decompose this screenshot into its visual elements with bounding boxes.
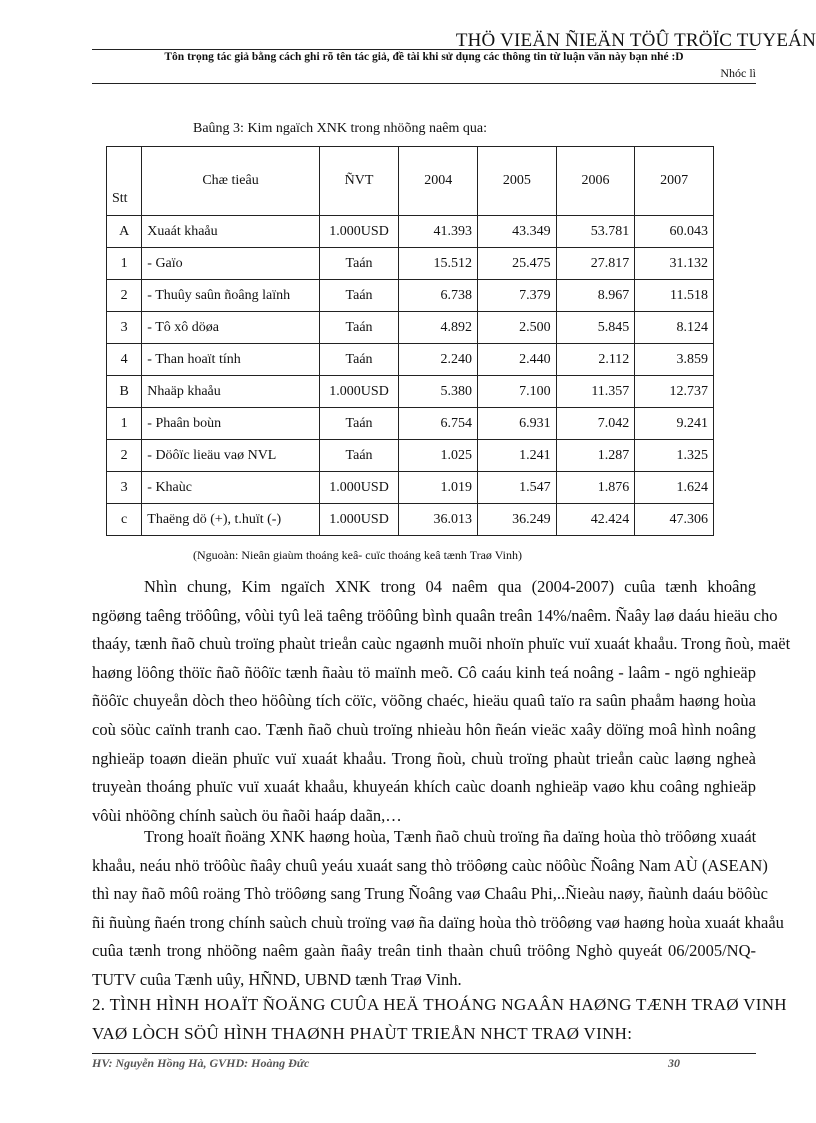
cell-2005: 6.931 bbox=[478, 408, 557, 440]
col-header-2004: 2004 bbox=[399, 147, 478, 216]
cell-2004: 1.025 bbox=[399, 440, 478, 472]
table-row bbox=[107, 216, 714, 248]
cell-unit: 1.000USD bbox=[319, 504, 399, 536]
table-row bbox=[107, 472, 714, 504]
col-header-2005: 2005 bbox=[478, 147, 557, 216]
cell-2006: 42.424 bbox=[556, 504, 635, 536]
paragraph-line: coù söùc caïnh tranh cao. Tænh ñaõ chuù troïng nhieàu hôn ñeán vieäc xaây döïng moâ hình noâng bbox=[92, 719, 756, 739]
cell-stt: 1 bbox=[107, 408, 142, 440]
cell-2006: 2.112 bbox=[556, 344, 635, 376]
cell-2005: 7.100 bbox=[478, 376, 557, 408]
cell-2005: 36.249 bbox=[478, 504, 557, 536]
paragraph-line: haøng löông thöïc ñaõ ñöôïc tænh ñaàu tö maïnh meõ. Cô caáu kinh teá noâng - laâm - ngö nghieäp bbox=[92, 662, 756, 682]
cell-indicator: Nhaäp khaåu bbox=[142, 376, 319, 408]
col-header-2006: 2006 bbox=[556, 147, 635, 216]
cell-indicator: - Khaùc bbox=[142, 472, 319, 504]
cell-2004: 5.380 bbox=[399, 376, 478, 408]
cell-2005: 25.475 bbox=[478, 248, 557, 280]
cell-2006: 1.287 bbox=[556, 440, 635, 472]
cell-unit: Taán bbox=[319, 248, 399, 280]
section-heading-line-2: VAØ LÒCH SÖÛ HÌNH THAØNH PHAÙT TRIEÅN NHCT TRAØ VINH: bbox=[92, 1024, 633, 1043]
cell-indicator: - Than hoaït tính bbox=[142, 344, 319, 376]
paragraph-line: nghieäp toaøn dieän phuïc vuï xuaát khaåu. Trong ñoù, chuù troïng phaùt trieån caùc laøng ngheà bbox=[92, 748, 756, 768]
xnk-table bbox=[106, 146, 714, 536]
paragraph-overview bbox=[92, 573, 791, 830]
paragraph-line: thaáy, tænh ñaõ chuù troïng phaùt trieån caùc ngaønh muõi nhoïn phuïc vuï xuaát khaåu. Trong ñoù, maët bbox=[92, 634, 791, 654]
cell-unit: Taán bbox=[319, 408, 399, 440]
cell-stt: 2 bbox=[107, 440, 142, 472]
cell-2006: 5.845 bbox=[556, 312, 635, 344]
cell-indicator: - Tô xô döøa bbox=[142, 312, 319, 344]
paragraph-line: ñi ñuùng ñaén trong chính saùch chuù troïng vaø ña daïng hoùa thò tröôøng vaø haøng hoùa xuaát khaåu bbox=[92, 912, 784, 932]
cell-2004: 15.512 bbox=[399, 248, 478, 280]
cell-2005: 2.440 bbox=[478, 344, 557, 376]
cell-2004: 41.393 bbox=[399, 216, 478, 248]
cell-2007: 8.124 bbox=[635, 312, 714, 344]
header-divider bbox=[92, 49, 756, 50]
cell-stt: B bbox=[107, 376, 142, 408]
copyright-note: Tôn trọng tác giả bằng cách ghi rõ tên tác giả, đề tài khi sử dụng các thông tin từ luận văn này bạn nhé :D bbox=[164, 51, 684, 63]
cell-2004: 6.738 bbox=[399, 280, 478, 312]
cell-unit: Taán bbox=[319, 344, 399, 376]
footer-divider bbox=[92, 1053, 756, 1054]
cell-unit: Taán bbox=[319, 440, 399, 472]
paragraph-line: thì nay ñaõ môû roäng Thò tröôøng sang Trung Ñoâng vaø Chaâu Phi,..Ñieàu naøy, ñaùnh daáu böôùc bbox=[92, 884, 768, 904]
cell-stt: A bbox=[107, 216, 142, 248]
cell-2007: 47.306 bbox=[635, 504, 714, 536]
cell-2005: 7.379 bbox=[478, 280, 557, 312]
table-header-row bbox=[107, 147, 714, 216]
cell-indicator: - Phaân boùn bbox=[142, 408, 319, 440]
cell-2007: 3.859 bbox=[635, 344, 714, 376]
cell-2007: 1.325 bbox=[635, 440, 714, 472]
footer-author: HV: Nguyễn Hồng Hà, GVHD: Hoàng Đức bbox=[92, 1056, 310, 1070]
cell-2007: 12.737 bbox=[635, 376, 714, 408]
cell-2006: 53.781 bbox=[556, 216, 635, 248]
cell-unit: 1.000USD bbox=[319, 216, 399, 248]
paragraph-line: ñöôïc chuyeån dòch theo höôùng tích cöïc, vöõng chaéc, hieäu quaû taïo ra saûn phaåm haøng hoùa bbox=[92, 691, 756, 711]
paragraph-line: Trong hoaït ñoäng XNK haøng hoùa, Tænh ñaõ chuù troïng ña daïng hoùa thò tröôøng xuaát bbox=[144, 827, 757, 846]
table-row bbox=[107, 248, 714, 280]
cell-2007: 11.518 bbox=[635, 280, 714, 312]
table-source: (Nguoàn: Nieân giaùm thoáng keâ- cuïc thoáng keâ tænh Traø Vinh) bbox=[193, 548, 522, 562]
cell-stt: 1 bbox=[107, 248, 142, 280]
table-row bbox=[107, 344, 714, 376]
cell-unit: Taán bbox=[319, 312, 399, 344]
paragraph-line: ngöøng taêng tröôûng, vôùi tyû leä taêng tröôûng bình quaân treân 14%/naêm. Ñaây laø daáu hieäu cho bbox=[92, 605, 778, 625]
col-header-2007: 2007 bbox=[635, 147, 714, 216]
table-row bbox=[107, 376, 714, 408]
cell-2004: 4.892 bbox=[399, 312, 478, 344]
cell-stt: 3 bbox=[107, 312, 142, 344]
cell-2006: 7.042 bbox=[556, 408, 635, 440]
cell-stt: 3 bbox=[107, 472, 142, 504]
cell-2004: 36.013 bbox=[399, 504, 478, 536]
cell-2005: 1.241 bbox=[478, 440, 557, 472]
paragraph-market bbox=[92, 823, 784, 995]
cell-indicator: - Döôïc lieäu vaø NVL bbox=[142, 440, 319, 472]
table-caption: Baûng 3: Kim ngaïch XNK trong nhöõng naêm qua: bbox=[193, 121, 487, 136]
cell-indicator: - Thuûy saûn ñoâng laïnh bbox=[142, 280, 319, 312]
col-header-unit: ÑVT bbox=[319, 147, 399, 216]
cell-2007: 1.624 bbox=[635, 472, 714, 504]
cell-2007: 60.043 bbox=[635, 216, 714, 248]
section-heading-line-1: 2. TÌNH HÌNH HOAÏT ÑOÄNG CUÛA HEÄ THOÁNG NGAÂN HAØNG TÆNH TRAØ VINH bbox=[92, 995, 787, 1014]
paragraph-line: truyeàn thoáng phuïc vuï xuaát khaåu, khuyeán khích caùc doanh nghieäp vaøo khu coâng nghieäp bbox=[92, 777, 756, 797]
table-row bbox=[107, 280, 714, 312]
col-header-stt: Stt bbox=[107, 147, 142, 216]
paragraph-line: vôùi nhöõng chính saùch öu ñaõi haáp daãn,… bbox=[92, 805, 402, 825]
cell-stt: 4 bbox=[107, 344, 142, 376]
paragraph-line: Nhìn chung, Kim ngaïch XNK trong 04 naêm qua (2004-2007) cuûa tænh khoâng bbox=[144, 577, 756, 596]
cell-indicator: Xuaát khaåu bbox=[142, 216, 319, 248]
cell-stt: c bbox=[107, 504, 142, 536]
cell-unit: 1.000USD bbox=[319, 376, 399, 408]
cell-2006: 1.876 bbox=[556, 472, 635, 504]
table-body bbox=[107, 216, 714, 536]
paragraph-line: khaåu, neáu nhö tröôùc ñaây chuû yeáu xuaát sang thò tröôøng caùc nöôùc Ñoâng Nam AÙ (ASEAN) bbox=[92, 855, 768, 875]
cell-2007: 9.241 bbox=[635, 408, 714, 440]
table-row bbox=[107, 504, 714, 536]
cell-indicator: - Gaïo bbox=[142, 248, 319, 280]
cell-2006: 11.357 bbox=[556, 376, 635, 408]
cell-unit: Taán bbox=[319, 280, 399, 312]
cell-indicator: Thaëng dö (+), t.huït (-) bbox=[142, 504, 319, 536]
cell-2004: 2.240 bbox=[399, 344, 478, 376]
cell-2006: 8.967 bbox=[556, 280, 635, 312]
paragraph-line: TUTV cuûa Tænh uûy, HÑND, UBND tænh Traø Vinh. bbox=[92, 969, 462, 989]
col-header-indicator: Chæ tieâu bbox=[142, 147, 319, 216]
cell-unit: 1.000USD bbox=[319, 472, 399, 504]
cell-2005: 1.547 bbox=[478, 472, 557, 504]
header-bottom-divider bbox=[92, 83, 756, 84]
table-row bbox=[107, 312, 714, 344]
cell-2007: 31.132 bbox=[635, 248, 714, 280]
paragraph-line: cuûa tænh trong nhöõng naêm gaàn ñaây treân tinh thaàn chuû tröông Nghò quyeát 06/2005/NQ- bbox=[92, 941, 756, 961]
library-header-title: THÖ VIEÄN ÑIEÄN TÖÛ TRÖÏC TUYEÁN bbox=[455, 30, 816, 51]
header-signature: Nhóc lì bbox=[720, 66, 756, 80]
section-heading bbox=[92, 990, 787, 1048]
cell-2004: 1.019 bbox=[399, 472, 478, 504]
cell-2006: 27.817 bbox=[556, 248, 635, 280]
cell-2005: 43.349 bbox=[478, 216, 557, 248]
cell-2005: 2.500 bbox=[478, 312, 557, 344]
page-number: 30 bbox=[668, 1056, 680, 1070]
cell-stt: 2 bbox=[107, 280, 142, 312]
table-row bbox=[107, 440, 714, 472]
cell-2004: 6.754 bbox=[399, 408, 478, 440]
table-row bbox=[107, 408, 714, 440]
